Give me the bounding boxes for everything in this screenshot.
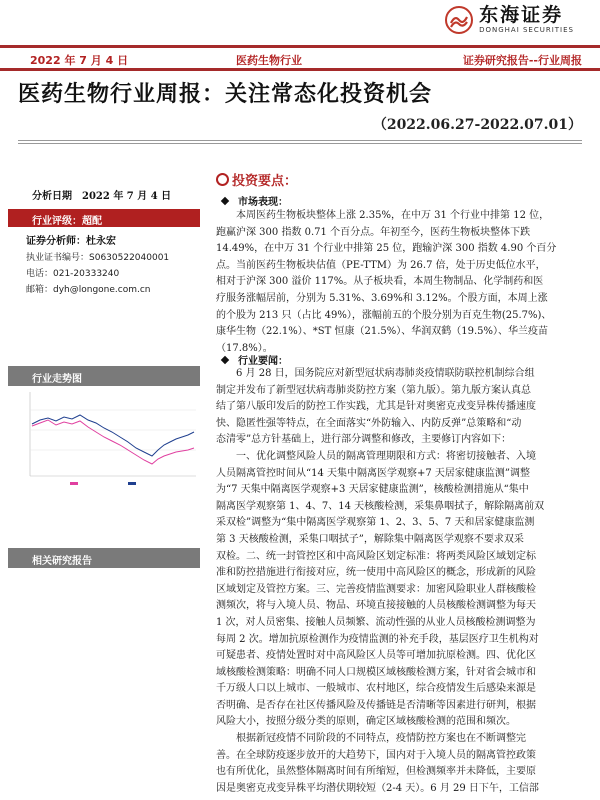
rating-banner [8, 209, 200, 227]
news-heading-label: 行业要闻： [238, 356, 288, 367]
related-reports-title: 相关研究报告 [32, 556, 92, 567]
diamond-bullet-icon [221, 197, 229, 205]
logo-english-name: DONGHAI SECURITIES [479, 26, 574, 34]
text-line: 14.49%，在中万 31 个行业中排第 25 位，跑输沪深 300 指数 4.90 个百分 [216, 243, 557, 255]
text-line: 疗服务涨幅居前，分别为 5.31%、3.69%和 3.12%。个股方面，本周上涨 [216, 292, 548, 304]
market-paragraph [216, 208, 586, 357]
report-type: 证券研究报告--行业周报 [462, 54, 582, 67]
investment-highlights-title [216, 170, 297, 189]
text-line: 每周 2 次。增加抗原检测作为疫情监测的补充手段，基层医疗卫生机构对 [216, 633, 539, 645]
text-line: 隔离医学观察第 1、4、7、14 天核酸检测，采集鼻咽拭子，解除隔离前双 [216, 500, 545, 512]
analyst-email: 邮箱：dyh@longone.com.cn [26, 285, 151, 295]
text-line: 否明确、是否存在社区传播风险及传播链是否清晰等因素进行研判，根据 [216, 699, 536, 711]
text-line: 1 次，对人员密集、接触人员频繁、流动性强的从业人员核酸检测调整为 [216, 616, 536, 628]
text-line: 本周医药生物板块整体上涨 2.35%，在中万 31 个行业中排第 12 位， [236, 210, 550, 221]
text-line: 双检。二、统一封管控区和中高风险区划定标准：将两类风险区域划定标 [216, 550, 536, 562]
news-heading [222, 352, 288, 367]
circle-bullet-icon [216, 173, 229, 186]
market-heading [222, 193, 288, 208]
trend-chart-title: 行业走势图 [32, 374, 82, 385]
text-line: 快、隐匿性强等特点，在全面落实“外防输入、内防反弹”总策略和“动 [216, 417, 522, 429]
text-line: 测频次，将与入境人员、物品、环境直接接触的人员核酸检测调整为每天 [216, 600, 536, 612]
analyst-cert: 执业证书编号：S0630522040001 [26, 253, 170, 263]
market-heading-label: 市场表现： [238, 197, 288, 208]
title-divider [18, 140, 582, 141]
text-line: 千万级人口以上城市、一般城市、农村地区，综合疫情发生后感染来源是 [216, 683, 536, 695]
company-logo [445, 6, 574, 34]
diamond-bullet-icon [221, 356, 229, 364]
text-line: （17.8%）。 [216, 342, 273, 354]
header-rule-bottom [0, 68, 600, 71]
text-line: 采双检”调整为“集中隔离医学观察第 1、2、3、5、7 天和居家健康监测 [216, 517, 535, 529]
legend-index-swatch [128, 482, 136, 485]
text-line: 态清零”总方针基础上，进行部分调整和修改，主要修订内容如下： [216, 434, 512, 446]
report-period: （2022.06.27-2022.07.01） [372, 117, 582, 133]
text-line: 善。在全球防疫逐步放开的大趋势下，国内对于入境人员的隔离管控政策 [216, 749, 536, 761]
report-header [0, 49, 600, 67]
analyst-contact [26, 250, 169, 298]
text-line: 制定并发布了新型冠状病毒肺炎防控方案（第九版）。第九版方案认真总 [216, 384, 531, 396]
report-date: 2022 年 7 月 4 日 [30, 54, 129, 67]
text-line: 6 月 28 日，国务院应对新型冠状病毒肺炎疫情联防联控机制综合组 [236, 368, 535, 379]
text-line: 准和防控措施进行衔接对应，统一使用中高风险区的概念，形成新的风险 [216, 567, 536, 579]
page-title: 医药生物行业周报：关注常态化投资机会 [18, 81, 433, 107]
trend-chart-header [8, 366, 200, 386]
text-line: 第 3 天核酸检测，采集口咽拭子”，解除集中隔离医学观察不要求双采 [216, 533, 524, 545]
text-line: 的个股为 213 只（占比 49%），涨幅前五的个股分别为百克生物(25.7%)、 [216, 309, 552, 321]
legend-industry-swatch [70, 482, 78, 485]
text-line: 区域划定及管控方案。三、完善疫情监测要求：加密风险职业人群核酸检 [216, 583, 536, 595]
text-line: 也有所优化，虽然整体隔离时间有所缩短，但检测频率并未降低，主要原 [216, 766, 536, 778]
text-line: 域核酸检测策略：明确不同人口规模区域核酸检测方案，针对省会城市和 [216, 666, 536, 678]
text-line: 为“7 天集中隔离医学观察+3 天居家健康监测”，核酸检测措施从“集中 [216, 484, 529, 496]
analysis-date: 分析日期 2022 年 7 月 4 日 [32, 191, 172, 202]
text-line: 跑赢沪深 300 指数 0.71 个百分点。年初至今，医药生物板块整体下跌 [216, 226, 531, 238]
text-line: 结了第八版印发后的防控工作实践，尤其是针对奥密克戎变异株传播速度 [216, 401, 536, 413]
header-rule [0, 45, 600, 48]
analyst-name: 证券分析师：杜永宏 [26, 236, 116, 247]
text-line: 一、优化调整风险人员的隔离管理期限和方式：将密切接触者、入境 [236, 450, 536, 462]
analyst-phone: 电话：021-20333240 [26, 269, 120, 279]
title-divider-2 [18, 143, 582, 144]
company-logo-icon [445, 6, 473, 34]
related-reports-header [8, 548, 200, 568]
text-line: 可疑患者、疫情处置时对中高风险区人员等可增加抗原检测。四、优化区 [216, 650, 536, 662]
text-line: 康华生物（22.1%）、*ST 恒康（21.5%）、华润双鹤（19.5%）、华兰疫苗 [216, 326, 549, 338]
news-paragraph [216, 366, 586, 797]
report-industry: 医药生物行业 [236, 54, 302, 67]
text-line: 点。当前医药生物板块估值（PE-TTM）为 26.7 倍，处于历史低位水平， [216, 259, 546, 271]
industry-trend-chart [10, 390, 200, 492]
industry-rating: 行业评级：超配 [32, 216, 102, 227]
investment-highlights-label: 投资要点： [232, 174, 298, 189]
text-line: 人员隔离管控时间从“14 天集中隔离医学观察+7 天居家健康监测”调整 [216, 467, 531, 479]
logo-chinese-name: 东海证券 [479, 4, 564, 26]
text-line: 风险大小，按照分级分类的原则，确定区域核酸检测的范围和频次。 [216, 716, 516, 728]
text-line: 因是奥密克戎变异株平均潜伏期较短（2-4 天）。6 月 29 日下午，工信部 [216, 782, 539, 794]
text-line: 相对于沪深 300 溢价 117%。从子板块看，本周生物制品、化学制药和医 [216, 276, 544, 288]
text-line: 根据新冠疫情不同阶段的不同特点，疫情防控方案也在不断调整完 [236, 733, 526, 745]
